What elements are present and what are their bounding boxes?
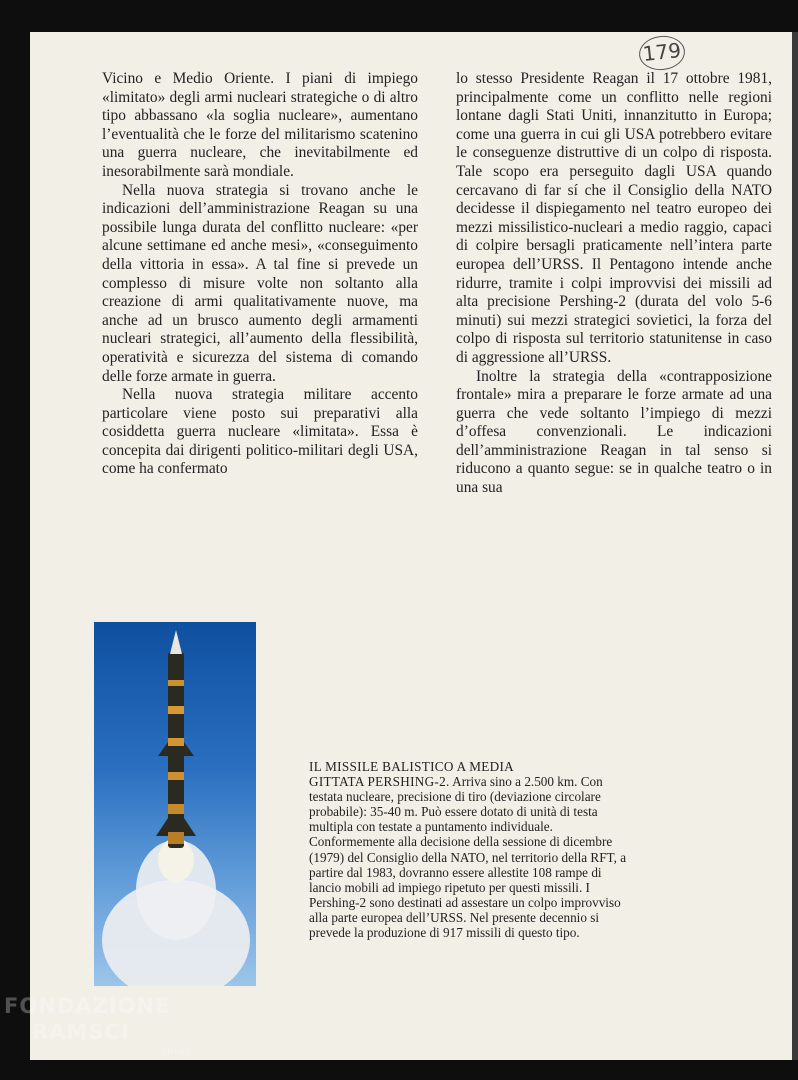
watermark-line3: onlus [160,1046,192,1057]
paragraph: lo stesso Presidente Reagan il 17 ottobre 1981, principalmente come un conflitto nelle regioni lontane dagli Stati Uniti, innanzitutto in Europa; come una guerra in cui gli USA potrebbero evitare le conseguenze distruttive di un colpo di risposta. Tale scopo era perseguito dagli USA quando cercavano di far sí che il Consiglio della NATO decidesse il dispiegamento nel teatro europeo dei mezzi missilistico-nucleari a medio raggio, capaci di colpire bersagli praticamente nell’intera parte europea dell’URSS. Il Pentagono intende anche ridurre, tramite i colpi improvvisi dei missili ad alta precisione Pershing-2 (durata del volo 5-6 minuti) sui mezzi strategici sovietici, la forza del colpo di risposta sul territorio statunitense in caso di aggressione all’URSS. [456,70,772,366]
missile-band [168,804,184,814]
missile-band [168,706,184,714]
paragraph: Inoltre la strategia della «contrapposizione frontale» mira a preparare le forze armate ad una guerra che vede soltanto l’impiego di mezzi d’offesa convenzionali. Le indicazioni dell’amministrazione Reagan in tal senso si riducono a quanto segue: se in qualche teatro o in una sua [456,367,772,497]
archive-watermark [4,993,192,1065]
left-text-column [102,70,418,479]
missile-nose [170,630,182,654]
book-spine [792,32,798,1060]
caption-heading-line1: IL MISSILE BALISTICO A MEDIA [309,759,514,774]
caption-heading-line2: GITTATA PERSHING-2. [309,774,450,790]
paragraph: Vicino e Medio Oriente. I piani di impiego «limitato» degli armi nucleari strategiche o di altro tipo abbassano «la soglia nucleare», aumentano l’eventualità che le forze del militarismo scatenino una guerra nucleare, che inevitabilmente ed inesorabilmente sarà mondiale. [102,70,418,180]
missile-band [168,772,184,780]
missile-photo [94,622,256,986]
watermark-line2: RAMSCI [32,1020,130,1044]
watermark-line1: FONDAZIONE [4,994,171,1018]
page-number: 179 [637,34,686,73]
missile-fin [184,818,196,836]
missile-fin [156,818,168,836]
caption-body: Arriva sino a 2.500 km. Con testata nucleare, precisione di tiro (deviazione circolare probabile): 35-40 m. Può essere dotato di unità di testa multipla con testate a puntamento individuale. Conformemente alla decisione della sessione di dicembre (1979) del Consiglio della NATO, nel territorio della RFT, a partire dal 1983, dovranno essere allestite 108 rampe di lancio mobili ad impiego ripetuto per questi missili. I Pershing-2 sono destinati ad assestare un colpo improvviso alla parte europea dell’URSS. Nel presente decennio si prevede la produzione di 917 missili di questo tipo. [309,774,627,941]
missile-launch-illustration [94,622,256,986]
missile-band [168,738,184,746]
paragraph: Nella nuova strategia militare accento particolare viene posto sui preparativi alla cosiddetta guerra nucleare «limitata». Essa è concepita dai dirigenti politico-militari degli USA, come ha confermato [102,386,418,478]
missile-fin [158,742,168,756]
right-text-column [456,70,772,498]
missile-band [168,680,184,686]
photo-caption [309,759,629,940]
missile-band [168,832,184,844]
document-page [30,32,798,1060]
missile-fin [184,742,194,756]
paragraph: Nella nuova strategia si trovano anche le indicazioni dell’amministrazione Reagan su una possibile lunga durata del conflitto nucleare: «per alcune settimane ed anche mesi», «conseguimento della vittoria in essa». A tal fine si prevede un complesso di misure volte non soltanto alla creazione di armi qualitativamente nuove, ma anche ad un brusco aumento degli armamenti nucleari strategici, all’aumento della flessibilità, operatività e sicurezza del sistema di comando delle forze armate in guerra. [102,181,418,385]
